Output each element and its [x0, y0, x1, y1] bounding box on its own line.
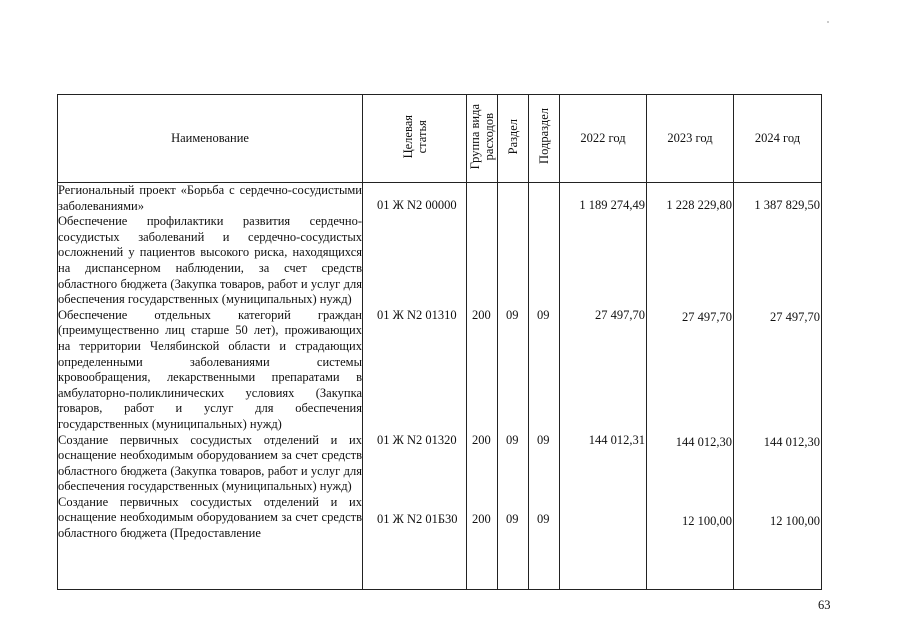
header-subsection: Подраздел: [529, 95, 560, 183]
row-name: Региональный проект «Борьба с сердечно-сосудистыми заболеваниями»: [58, 183, 362, 213]
row-name: Создание первичных сосудистых отделений и их оснащение необходимым оборудованием за счет средств областного бюджета (Закупка товаров, работ и услуг для обеспечения государственных (муниципальных) нужд): [58, 432, 362, 494]
row-code: 01 Ж N2 01310: [377, 308, 457, 322]
row-group: 200: [472, 433, 491, 447]
row-code: 01 Ж N2 01Б30: [377, 512, 458, 526]
header-2022: 2022 год: [560, 95, 647, 183]
header-section: Раздел: [498, 95, 529, 183]
row-value-2023: 27 497,70: [682, 310, 732, 324]
row-subsection: 09: [537, 433, 550, 447]
row-group: 200: [472, 512, 491, 526]
row-section: 09: [506, 512, 519, 526]
row-subsection: 09: [537, 308, 550, 322]
row-name: Обеспечение отдельных категорий граждан (преимущественно лиц старше 50 лет), проживающих на территории Челябинской области и страдающих определенными заболеваниями системы кровообращения, лекарственными препаратами в амбулаторно-поликлинических условиях (Закупка товаров, работ и услуг для обеспечения государственных (муниципальных) нужд): [58, 307, 362, 431]
sections-cell: [498, 183, 529, 590]
header-row: [58, 95, 822, 183]
row-section: 09: [506, 308, 519, 322]
page-number: 63: [818, 598, 831, 612]
row-subsection: 09: [537, 512, 550, 526]
header-2023: 2023 год: [647, 95, 734, 183]
header-target: Целевая статья: [363, 95, 467, 183]
header-2024: 2024 год: [734, 95, 822, 183]
row-name: Обеспечение профилактики развития сердечно-сосудистых заболеваний и сердечно-сосудистых осложнений у пациентов высокого риска, находящихся на диспансерном наблюдении, за счет средств областного бюджета (Закупка товаров, работ и услуг для обеспечения государственных (муниципальных) нужд): [58, 214, 362, 307]
row-value-2024: 144 012,30: [763, 435, 820, 449]
row-value-2023: 1 228 229,80: [666, 198, 732, 212]
row-section: 09: [506, 433, 519, 447]
names-cell: [58, 183, 363, 590]
header-group: Группа вида расходов: [467, 95, 498, 183]
row-group: 200: [472, 308, 491, 322]
codes-cell: [363, 183, 467, 590]
row-name: Создание первичных сосудистых отделений и их оснащение необходимым оборудованием за счет средств областного бюджета (Предоставление: [58, 494, 362, 541]
table-row: [58, 183, 822, 590]
row-value-2022: 144 012,31: [588, 433, 645, 447]
row-value-2023: 12 100,00: [682, 514, 732, 528]
groups-cell: [467, 183, 498, 590]
row-value-2024: 1 387 829,50: [754, 198, 820, 212]
row-value-2023: 144 012,30: [675, 435, 732, 449]
budget-table: [57, 94, 822, 590]
values-2023-cell: [647, 183, 734, 590]
header-name: Наименование: [58, 95, 363, 183]
row-code: 01 Ж N2 01320: [377, 433, 457, 447]
row-value-2024: 12 100,00: [770, 514, 820, 528]
row-value-2022: 27 497,70: [595, 308, 645, 322]
scan-dot: [827, 21, 829, 23]
subsections-cell: [529, 183, 560, 590]
row-code: 01 Ж N2 00000: [377, 198, 457, 212]
values-2024-cell: [734, 183, 822, 590]
values-2022-cell: [560, 183, 647, 590]
row-value-2022: 1 189 274,49: [579, 198, 645, 212]
row-value-2024: 27 497,70: [770, 310, 820, 324]
